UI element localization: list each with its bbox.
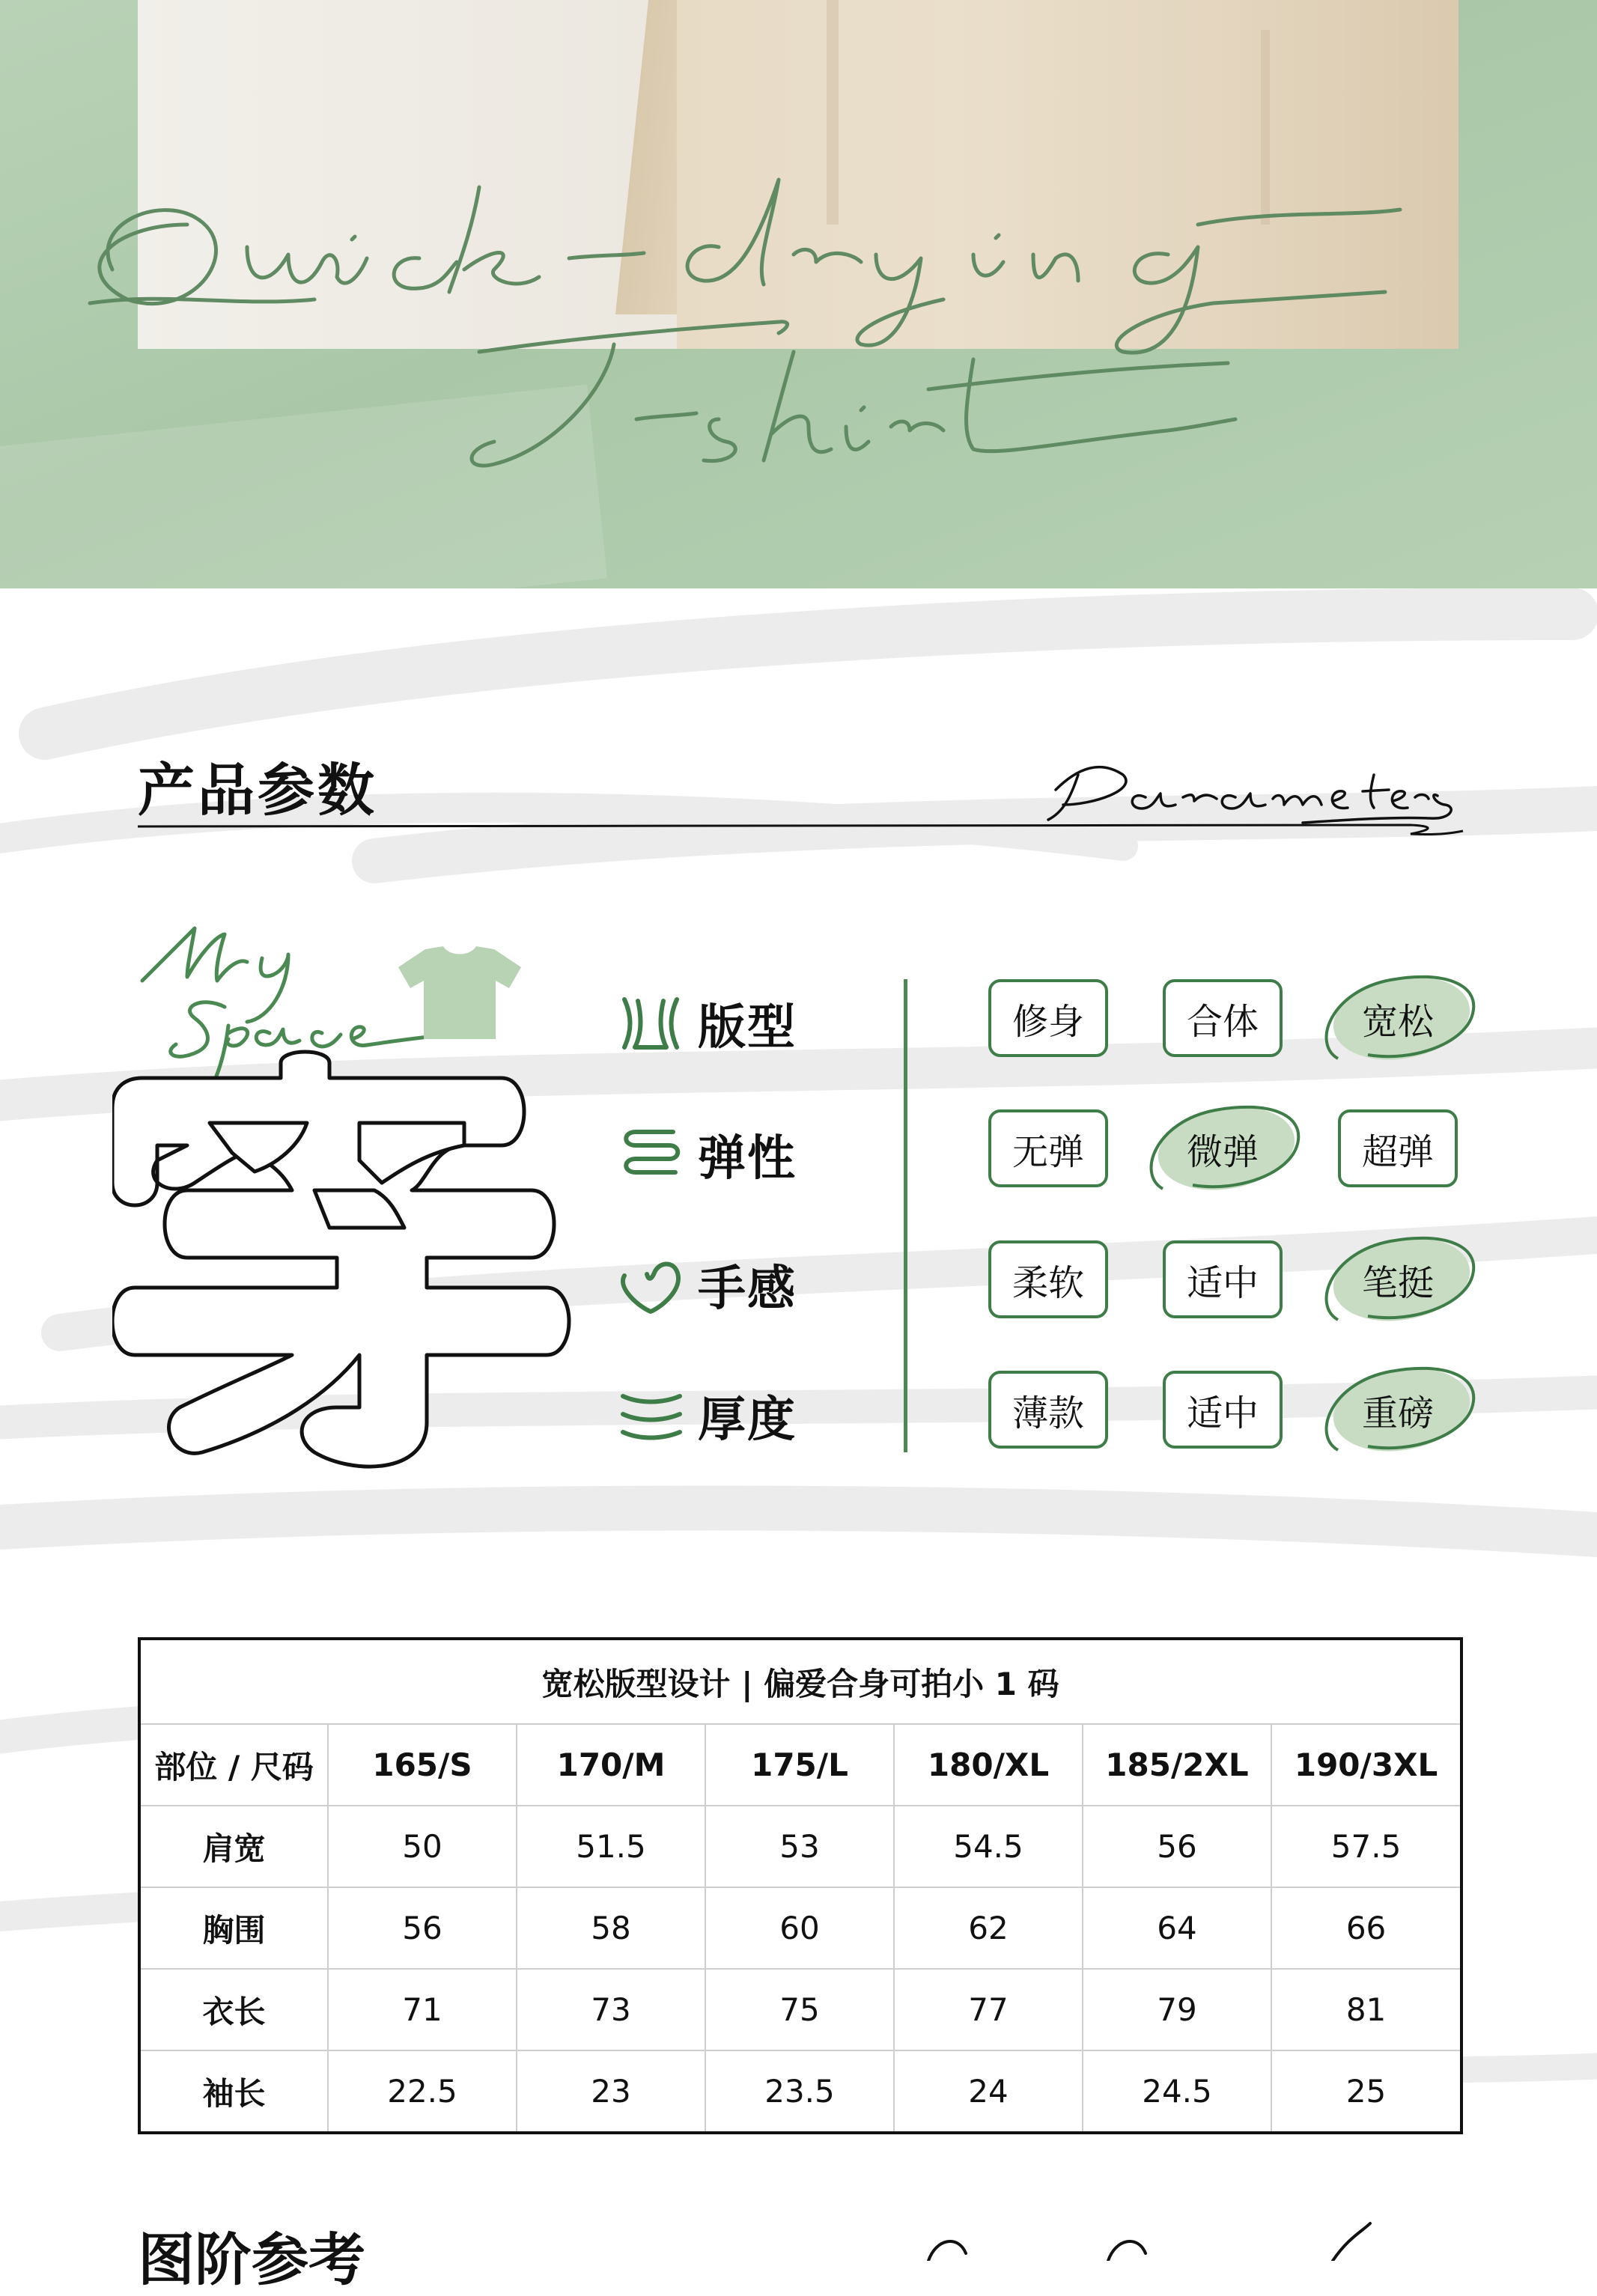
table-cell: 75 (705, 1969, 894, 2050)
table-caption-row (139, 1639, 1461, 1724)
chuan-outline-character (112, 1033, 577, 1482)
option-chip[interactable]: 薄款 (988, 1371, 1108, 1449)
attr-label: 手感 (698, 1261, 797, 1317)
table-cell: 77 (894, 1969, 1083, 2050)
table-cell: 57.5 (1271, 1806, 1461, 1887)
section-title: 产品参数 (138, 757, 377, 823)
table-cell: 81 (1271, 1969, 1461, 2050)
attr-row-fit (617, 990, 797, 1057)
table-cell: 56 (1083, 1806, 1271, 1887)
table-row (139, 1806, 1461, 1887)
option-chip[interactable]: 适中 (1163, 1371, 1283, 1449)
table-cell: 22.5 (328, 2050, 517, 2133)
next-section-title: 图阶参考 (138, 2226, 365, 2293)
row-label: 袖长 (139, 2050, 328, 2133)
table-cell: 23.5 (705, 2050, 894, 2133)
table-cell: 62 (894, 1887, 1083, 1969)
table-cell: 56 (328, 1887, 517, 1969)
table-cell: 54.5 (894, 1806, 1083, 1887)
attr-label: 弹性 (698, 1131, 797, 1187)
spring-icon (617, 1121, 692, 1188)
table-cell: 58 (517, 1887, 705, 1969)
table-row (139, 2050, 1461, 2133)
row-label: 衣长 (139, 1969, 328, 2050)
option-chip[interactable]: 柔软 (988, 1240, 1108, 1318)
table-row (139, 1887, 1461, 1969)
table-header-cell: 180/XL (894, 1724, 1083, 1806)
option-chip[interactable]: 超弹 (1338, 1109, 1458, 1187)
table-cell: 23 (517, 2050, 705, 2133)
attr-label: 厚度 (698, 1392, 797, 1448)
option-chip[interactable]: 无弹 (988, 1109, 1108, 1187)
option-chip[interactable]: 适中 (1163, 1240, 1283, 1318)
attr-label: 版型 (698, 1000, 797, 1056)
hero-banner (0, 0, 1597, 588)
option-chip[interactable]: 修身 (988, 979, 1108, 1057)
table-header-row (139, 1724, 1461, 1806)
table-caption: 宽松版型设计 | 偏爱合身可拍小 1 码 (139, 1639, 1461, 1724)
table-row (139, 1969, 1461, 2050)
attr-row-thickness (617, 1382, 797, 1449)
option-chip[interactable]: 合体 (1163, 979, 1283, 1057)
vertical-divider (904, 979, 907, 1452)
table-cell: 73 (517, 1969, 705, 2050)
header-underline (138, 817, 1467, 840)
silhouette-icon (617, 990, 692, 1057)
attr-row-texture (617, 1251, 797, 1318)
table-cell: 71 (328, 1969, 517, 2050)
table-cell: 25 (1271, 2050, 1461, 2133)
hero-script-lettering (0, 0, 1597, 588)
table-cell: 60 (705, 1887, 894, 1969)
table-header-cell: 185/2XL (1083, 1724, 1271, 1806)
table-cell: 79 (1083, 1969, 1271, 2050)
table-cell: 24 (894, 2050, 1083, 2133)
layers-icon (617, 1382, 692, 1449)
table-cell: 64 (1083, 1887, 1271, 1969)
tshirt-icon (395, 945, 524, 1042)
table-cell: 51.5 (517, 1806, 705, 1887)
row-label: 胸围 (139, 1887, 328, 1969)
table-header-cell: 190/3XL (1271, 1724, 1461, 1806)
attr-row-elasticity (617, 1121, 797, 1188)
table-header-cell: 170/M (517, 1724, 705, 1806)
table-cell: 66 (1271, 1887, 1461, 1969)
table-cell: 24.5 (1083, 2050, 1271, 2133)
option-chip-selected[interactable]: 笔挺 (1338, 1240, 1458, 1318)
option-chip-selected[interactable]: 微弹 (1163, 1109, 1283, 1187)
table-header-cell: 175/L (705, 1724, 894, 1806)
next-section-script (883, 2216, 1452, 2261)
table-header-cell: 165/S (328, 1724, 517, 1806)
heart-icon (617, 1251, 692, 1318)
table-cell: 53 (705, 1806, 894, 1887)
option-chip-selected[interactable]: 宽松 (1338, 979, 1458, 1057)
row-label: 肩宽 (139, 1806, 328, 1887)
table-header-cell: 部位 / 尺码 (139, 1724, 328, 1806)
option-chip-selected[interactable]: 重磅 (1338, 1371, 1458, 1449)
size-chart-table (138, 1637, 1463, 2134)
table-cell: 50 (328, 1806, 517, 1887)
